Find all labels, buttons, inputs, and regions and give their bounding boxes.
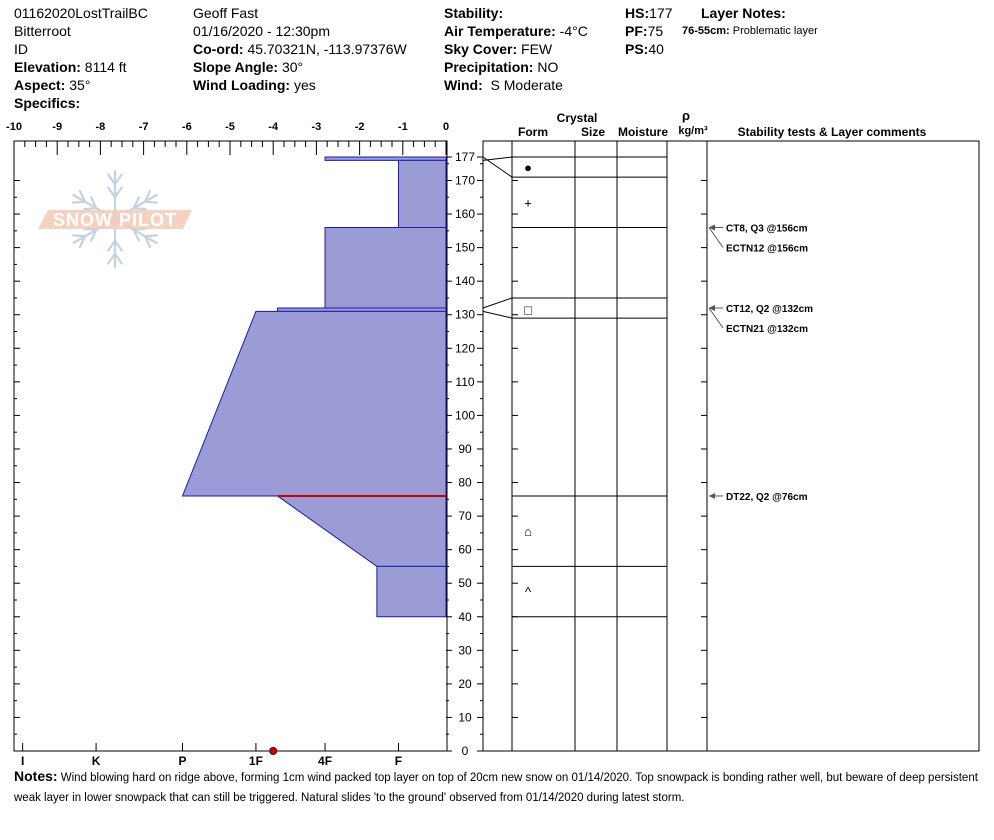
elevation: Elevation: 8114 ft — [14, 59, 127, 75]
hardness-tick-label: I — [20, 754, 25, 768]
ps: PS:40 — [625, 41, 664, 57]
rho-header: ρ — [681, 108, 691, 123]
height-tick-label: 120 — [454, 341, 476, 356]
height-tick-label: 90 — [458, 441, 472, 456]
height-tick-label: 10 — [458, 710, 472, 725]
range-name: Bitterroot — [14, 23, 71, 39]
height-tick-label: 130 — [454, 307, 476, 322]
datetime: 01/16/2020 - 12:30pm — [193, 23, 330, 39]
logo-text: SNOW PILOT — [53, 210, 177, 230]
stability-test-label: CT12, Q2 @132cm — [726, 304, 814, 316]
height-tick-label: 20 — [458, 676, 472, 691]
height-tick-label: 40 — [458, 609, 472, 624]
hardness-layer-3 — [278, 308, 446, 311]
hardness-layer-0 — [325, 157, 446, 160]
hardness-layer-2 — [325, 227, 446, 308]
precipitation: Precipitation: NO — [444, 59, 559, 75]
hardness-tick-label: P — [178, 754, 187, 768]
height-tick-label: 0 — [461, 744, 469, 758]
boundary-connector — [483, 157, 512, 160]
height-tick-label: 70 — [458, 509, 472, 524]
observer: Geoff Fast — [193, 5, 259, 21]
hardness-tick-label: 1F — [248, 754, 263, 768]
test-pointer — [709, 308, 723, 328]
height-tick-label: 30 — [458, 643, 472, 658]
aspect: Aspect: 35° — [14, 77, 91, 93]
boundary-connector — [483, 311, 512, 318]
temp-tick-label: -4 — [268, 121, 279, 133]
layer-note: 76-55cm: Problematic layer — [682, 25, 818, 37]
height-tick-label: 60 — [458, 542, 472, 557]
height-tick-label: 160 — [454, 207, 476, 222]
temp-tick-label: -3 — [311, 121, 322, 133]
moisture-header: Moisture — [617, 125, 669, 139]
size-header: Size — [580, 125, 606, 139]
stability-test-label: ECTN12 @156cm — [726, 243, 809, 255]
stability-test-label: DT22, Q2 @76cm — [726, 491, 808, 503]
hardness-layer-1 — [398, 160, 446, 227]
test-arrowhead — [709, 493, 715, 499]
stability-header: Stability tests & Layer comments — [737, 125, 927, 139]
pit-depth-marker — [270, 748, 277, 755]
height-tick-label: 177 — [454, 150, 476, 164]
snowpilot-logo — [38, 171, 192, 267]
stability: Stability: — [444, 5, 504, 21]
hs: HS:177 — [625, 5, 673, 21]
height-tick-label: 170 — [454, 173, 476, 188]
hardness-layer-5 — [278, 496, 446, 566]
stability-test-label: ECTN21 @132cm — [726, 324, 809, 336]
height-tick-label: 50 — [458, 576, 472, 591]
height-tick-label: 100 — [454, 408, 476, 423]
form-header: Form — [518, 125, 548, 139]
temp-tick-label: -6 — [181, 121, 192, 133]
hardness-tick-label: 4F — [318, 754, 333, 768]
height-tick-label: 150 — [454, 240, 476, 255]
boundary-connector — [483, 298, 512, 308]
height-tick-label: 110 — [455, 374, 475, 389]
temp-tick-label: -8 — [95, 121, 106, 133]
crystal-form-symbol: □ — [524, 302, 532, 318]
height-tick-label: 80 — [458, 475, 472, 490]
air-temp: Air Temperature: -4°C — [444, 23, 588, 39]
temp-tick-label: -1 — [397, 121, 408, 133]
temp-tick-label: -9 — [52, 121, 63, 133]
notes — [14, 766, 986, 808]
stability-test-label: CT8, Q3 @156cm — [726, 223, 808, 235]
crystal-header: Crystal — [556, 111, 598, 125]
crystal-form-symbol: ⌂ — [524, 524, 532, 540]
hardness-tick-label: F — [394, 754, 403, 768]
crystal-form-symbol: ● — [524, 160, 532, 176]
coord: Co-ord: 45.70321N, -113.97376W — [193, 41, 407, 57]
temp-tick-label: 0 — [442, 121, 450, 133]
test-pointer — [709, 227, 723, 247]
notes-text: Wind blowing hard on ridge above, forming 1cm wind packed top layer on top of 20cm new snow on 01/14/2020. Top snowpack is bonding rather well, but beware of deep persistent weak layer in lower snowpack that can still be triggered. Natural slides 'to the ground' observed from 01/14/2020 during latest storm. — [14, 772, 978, 804]
sky-cover: Sky Cover: FEW — [444, 41, 553, 57]
height-tick-label: 140 — [454, 274, 476, 289]
layer-notes-title: Layer Notes: — [701, 5, 786, 21]
temp-tick-label: -5 — [225, 121, 235, 133]
hardness-tick-label: K — [91, 754, 101, 768]
crystal-form-symbol: + — [524, 195, 532, 211]
hardness-layer-6 — [377, 566, 446, 616]
temp-tick-label: -2 — [354, 121, 365, 133]
temp-tick-label: -10 — [6, 121, 22, 133]
notes-label: Notes: — [14, 768, 58, 784]
pit-name: 01162020LostTrailBC — [14, 5, 148, 21]
specifics: Specifics: — [14, 95, 81, 111]
wind: Wind: S Moderate — [444, 77, 563, 93]
crystal-form-symbol: ^ — [524, 584, 532, 600]
density-header: kg/m³ — [678, 125, 708, 137]
state-name: ID — [14, 41, 28, 57]
slope: Slope Angle: 30° — [193, 59, 304, 75]
wind-loading: Wind Loading: yes — [193, 77, 316, 93]
temp-tick-label: -7 — [138, 121, 149, 133]
pf: PF:75 — [625, 23, 664, 39]
hardness-layer-4 — [182, 311, 446, 496]
